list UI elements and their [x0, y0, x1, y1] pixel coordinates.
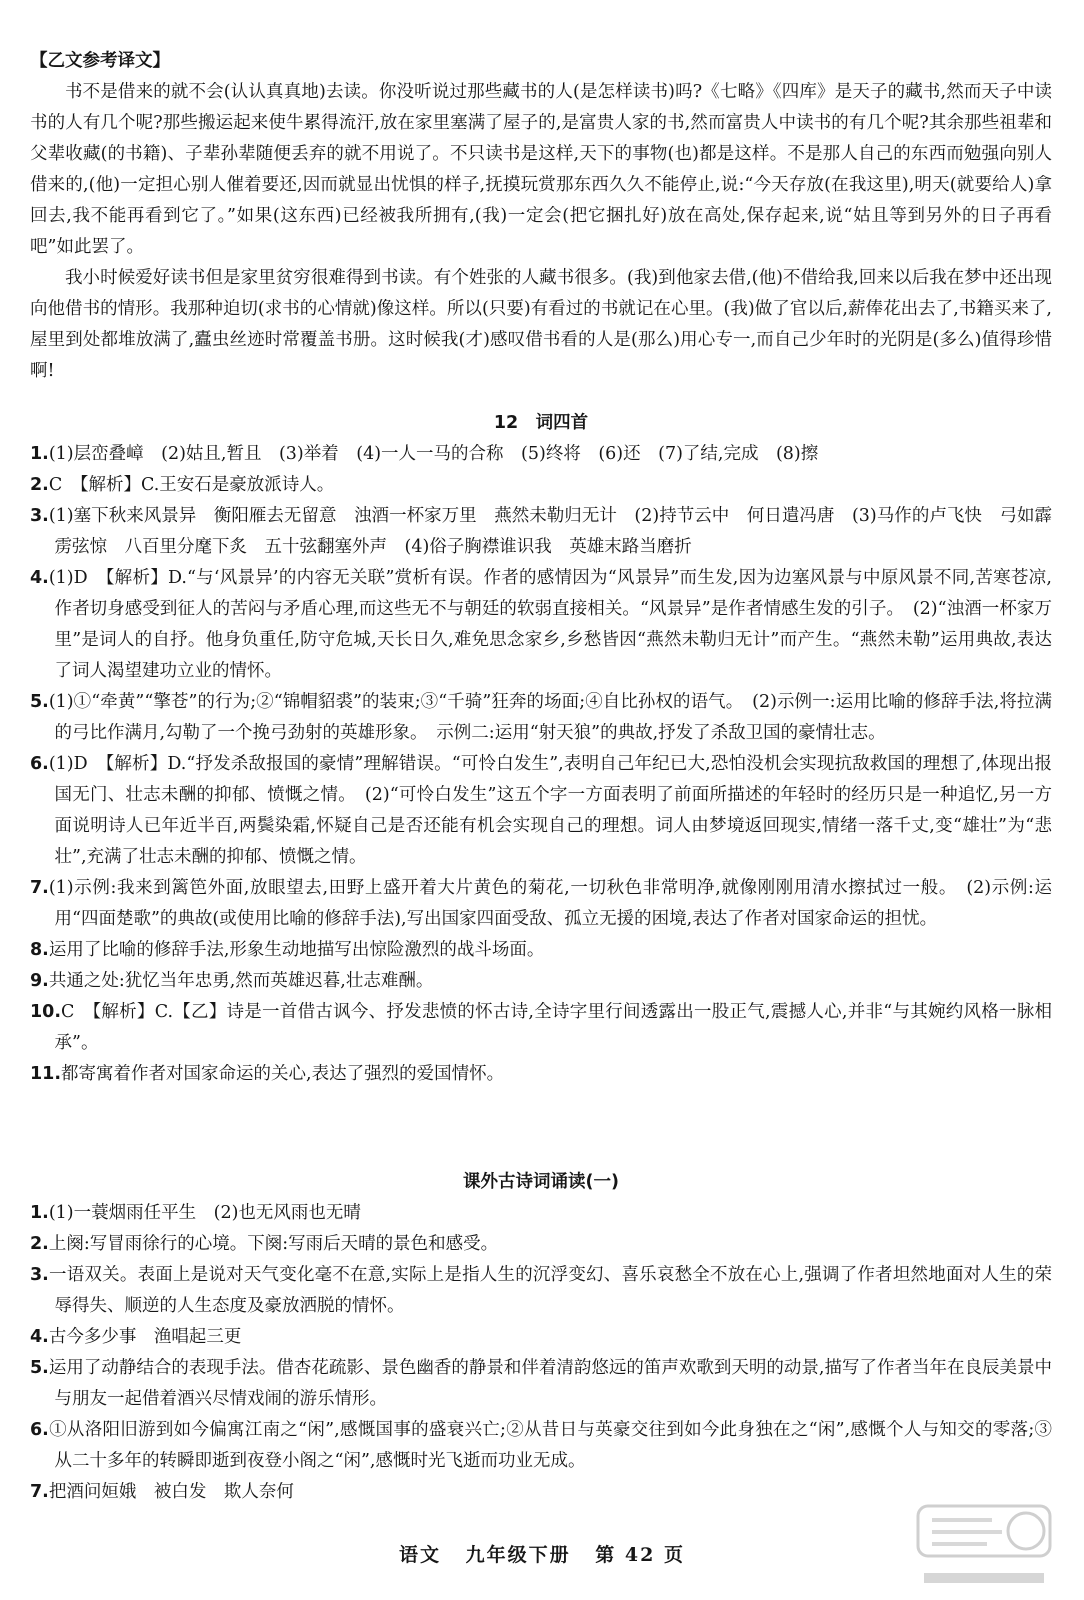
answer-item: [30, 1477, 1052, 1508]
answer-number: 2.: [30, 475, 49, 495]
answer-item: [30, 966, 1052, 997]
site-watermark-logo: [914, 1500, 1054, 1590]
answer-text: C 【解析】C.王安石是豪放派诗人。: [48, 475, 335, 495]
footer-subject: 语文: [399, 1544, 442, 1566]
answer-item: [30, 1229, 1052, 1260]
answer-number: 11.: [30, 1064, 62, 1084]
answer-number: 10.: [30, 1002, 62, 1022]
answer-number: 1.: [30, 444, 49, 464]
answer-item: [30, 501, 1052, 563]
answer-item: [30, 997, 1052, 1059]
answer-text: 都寄寓着作者对国家命运的关心,表达了强烈的爱国情怀。: [61, 1064, 505, 1084]
translation-section: [30, 46, 1052, 387]
answer-number: 3.: [30, 1265, 49, 1285]
answer-number: 8.: [30, 940, 49, 960]
answer-text: ①从洛阳旧游到如今偏寓江南之“闲”,感慨国事的盛衰兴亡;②从昔日与英豪交往到如今此身独在之“闲”,感慨个人与知交的零落;③从二十多年的转瞬即逝到夜登小阁之“闲”,感慨时光飞逝而功业无成。: [48, 1420, 1052, 1471]
answer-text: (1)一蓑烟雨任平生 (2)也无风雨也无晴: [48, 1203, 361, 1223]
answer-item: [30, 687, 1052, 749]
extra-poems-section: [30, 1167, 1052, 1508]
answer-text: (1)D 【解析】D.“与‘风景异’的内容无关联”赏析有误。作者的感情因为“风景异”而生发,因为边塞风景与中原风景不同,苦寒苍凉,作者切身感受到征人的苦闷与矛盾心理,而这些无不与朝廷的软弱直接相关。“风景异”是作者情感生发的引子。 (2)“浊酒一杯家万里”是词人的自抒。他身负重任,防守危城,天长日久,难免思念家乡,乡愁皆因“燕然未勒归无计”而产生。“燕然未勒”运用典故,表达了词人渴望建功立业的情怀。: [48, 568, 1052, 681]
answer-item: [30, 1198, 1052, 1229]
answer-number: 3.: [30, 506, 49, 526]
answer-text: (1)①“牵黄”“擎苍”的行为;②“锦帽貂裘”的装束;③“千骑”狂奔的场面;④自比孙权的语气。 (2)示例一:运用比喻的修辞手法,将拉满的弓比作满月,勾勒了一个挽弓劲射的英雄形象。 示例二:运用“射天狼”的典故,抒发了杀敌卫国的豪情壮志。: [48, 692, 1052, 743]
answer-number: 5.: [30, 692, 49, 712]
answer-text: 运用了比喻的修辞手法,形象生动地描写出惊险激烈的战斗场面。: [48, 940, 545, 960]
answer-number: 6.: [30, 1420, 49, 1440]
answer-item: [30, 563, 1052, 687]
answer-item: [30, 1322, 1052, 1353]
translation-paragraph: 书不是借来的就不会(认认真真地)去读。你没听说过那些藏书的人(是怎样读书)吗?《七略》《四库》是天子的藏书,然而天子中读书的人有几个呢?那些搬运起来使牛累得流汗,放在家里塞满了屋子的,是富贵人家的书,然而富贵人中读书的有几个呢?其余那些祖辈和父辈收藏(的书籍)、子辈孙辈随便丢弃的就不用说了。不只读书是这样,天下的事物(也)都是这样。不是那人自己的东西而勉强向别人借来的,(他)一定担心别人催着要还,因而就显出忧惧的样子,抚摸玩赏那东西久久不能停止,说:“今天存放(在我这里),明天(就要给人)拿回去,我不能再看到它了。”如果(这东西)已经被我所拥有,(我)一定会(把它捆扎好)放在高处,保存起来,说“姑且等到另外的日子再看吧”如此罢了。: [30, 82, 1052, 257]
watermark-icon: [914, 1500, 1054, 1590]
answer-item: [30, 1260, 1052, 1322]
answer-item: [30, 1353, 1052, 1415]
answer-text: (1)塞下秋来风景异 衡阳雁去无留意 浊酒一杯家万里 燕然未勒归无计 (2)持节云中 何日遣冯唐 (3)马作的卢飞快 弓如霹雳弦惊 八百里分麾下炙 五十弦翻塞外声 (4)俗子胸襟谁识我 英雄末路当磨折: [48, 506, 1052, 557]
answer-item: [30, 749, 1052, 873]
answer-item: [30, 935, 1052, 966]
answer-text: 上阕:写冒雨徐行的心境。下阕:写雨后天晴的景色和感受。: [48, 1234, 499, 1254]
answer-text: (1)D 【解析】D.“抒发杀敌报国的豪情”理解错误。“可怜白发生”,表明自己年纪已大,恐怕没机会实现抗敌救国的理想了,体现出报国无门、壮志未酬的抑郁、愤慨之情。 (2)“可怜白发生”这五个字一方面表明了前面所描述的年轻时的经历只是一种追忆,另一方面说明诗人已年近半百,两鬓染霜,怀疑自己是否还能有机会实现自己的理想。词人由梦境返回现实,情绪一落千丈,变“雄壮”为“悲壮”,充满了壮志未酬的抑郁、愤慨之情。: [48, 754, 1052, 867]
answer-text: 把酒问姮娥 被白发 欺人奈何: [48, 1482, 294, 1502]
answer-list: [30, 439, 1052, 1090]
answer-number: 2.: [30, 1234, 49, 1254]
lesson-12-section: [30, 408, 1052, 1090]
answer-text: 一语双关。表面上是说对天气变化毫不在意,实际上是指人生的沉浮变幻、喜乐哀愁全不放在心上,强调了作者坦然地面对人生的荣辱得失、顺逆的人生态度及豪放洒脱的情怀。: [48, 1265, 1052, 1316]
answer-item: [30, 439, 1052, 470]
answer-text: 运用了动静结合的表现手法。借杏花疏影、景色幽香的静景和伴着清韵悠远的笛声欢歌到天明的动景,描写了作者当年在良辰美景中与朋友一起借着酒兴尽情戏闹的游乐情形。: [48, 1358, 1052, 1409]
translation-heading: 【乙文参考译文】: [30, 51, 170, 71]
answer-text: 共通之处:犹忆当年忠勇,然而英雄迟暮,壮志难酬。: [48, 971, 434, 991]
footer-grade: 九年级下册: [465, 1544, 571, 1566]
answer-number: 9.: [30, 971, 49, 991]
section-title: 12 词四首: [493, 413, 589, 433]
answer-number: 4.: [30, 1327, 49, 1347]
answer-item: [30, 1415, 1052, 1477]
translation-paragraph: 我小时候爱好读书但是家里贫穷很难得到书读。有个姓张的人藏书很多。(我)到他家去借,(他)不借给我,回来以后我在梦中还出现向他借书的情形。我那种迫切(求书的心情就)像这样。所以(只要)有看过的书就记在心里。(我)做了官以后,薪俸花出去了,书籍买来了,屋里到处都堆放满了,蠹虫丝迹时常覆盖书册。这时候我(才)感叹借书看的人是(那么)用心专一,而自己少年时的光阴是(多么)值得珍惜啊!: [30, 268, 1052, 381]
answer-list: [30, 1198, 1052, 1508]
answer-number: 7.: [30, 1482, 49, 1502]
answer-number: 7.: [30, 878, 49, 898]
answer-text: 古今多少事 渔唱起三更: [48, 1327, 242, 1347]
answer-number: 5.: [30, 1358, 49, 1378]
footer-page-number: 第 42 页: [595, 1544, 685, 1566]
section-title: 课外古诗词诵读(一): [463, 1172, 619, 1192]
answer-number: 4.: [30, 568, 49, 588]
answer-item: [30, 873, 1052, 935]
answer-item: [30, 470, 1052, 501]
answer-number: 6.: [30, 754, 49, 774]
answer-number: 1.: [30, 1203, 49, 1223]
answer-item: [30, 1059, 1052, 1090]
answer-text: (1)示例:我来到篱笆外面,放眼望去,田野上盛开着大片黄色的菊花,一切秋色非常明净,就像刚刚用清水擦拭过一般。 (2)示例:运用“四面楚歌”的典故(或使用比喻的修辞手法),写出国家四面受敌、孤立无援的困境,表达了作者对国家命运的担忧。: [48, 878, 1052, 929]
answer-text: C 【解析】C.【乙】诗是一首借古讽今、抒发悲愤的怀古诗,全诗字里行间透露出一股正气,震撼人心,并非“与其婉约风格一脉相承”。: [54, 1002, 1052, 1053]
answer-text: (1)层峦叠嶂 (2)姑且,暂且 (3)举着 (4)一人一马的合称 (5)终将 (6)还 (7)了结,完成 (8)擦: [48, 444, 819, 464]
